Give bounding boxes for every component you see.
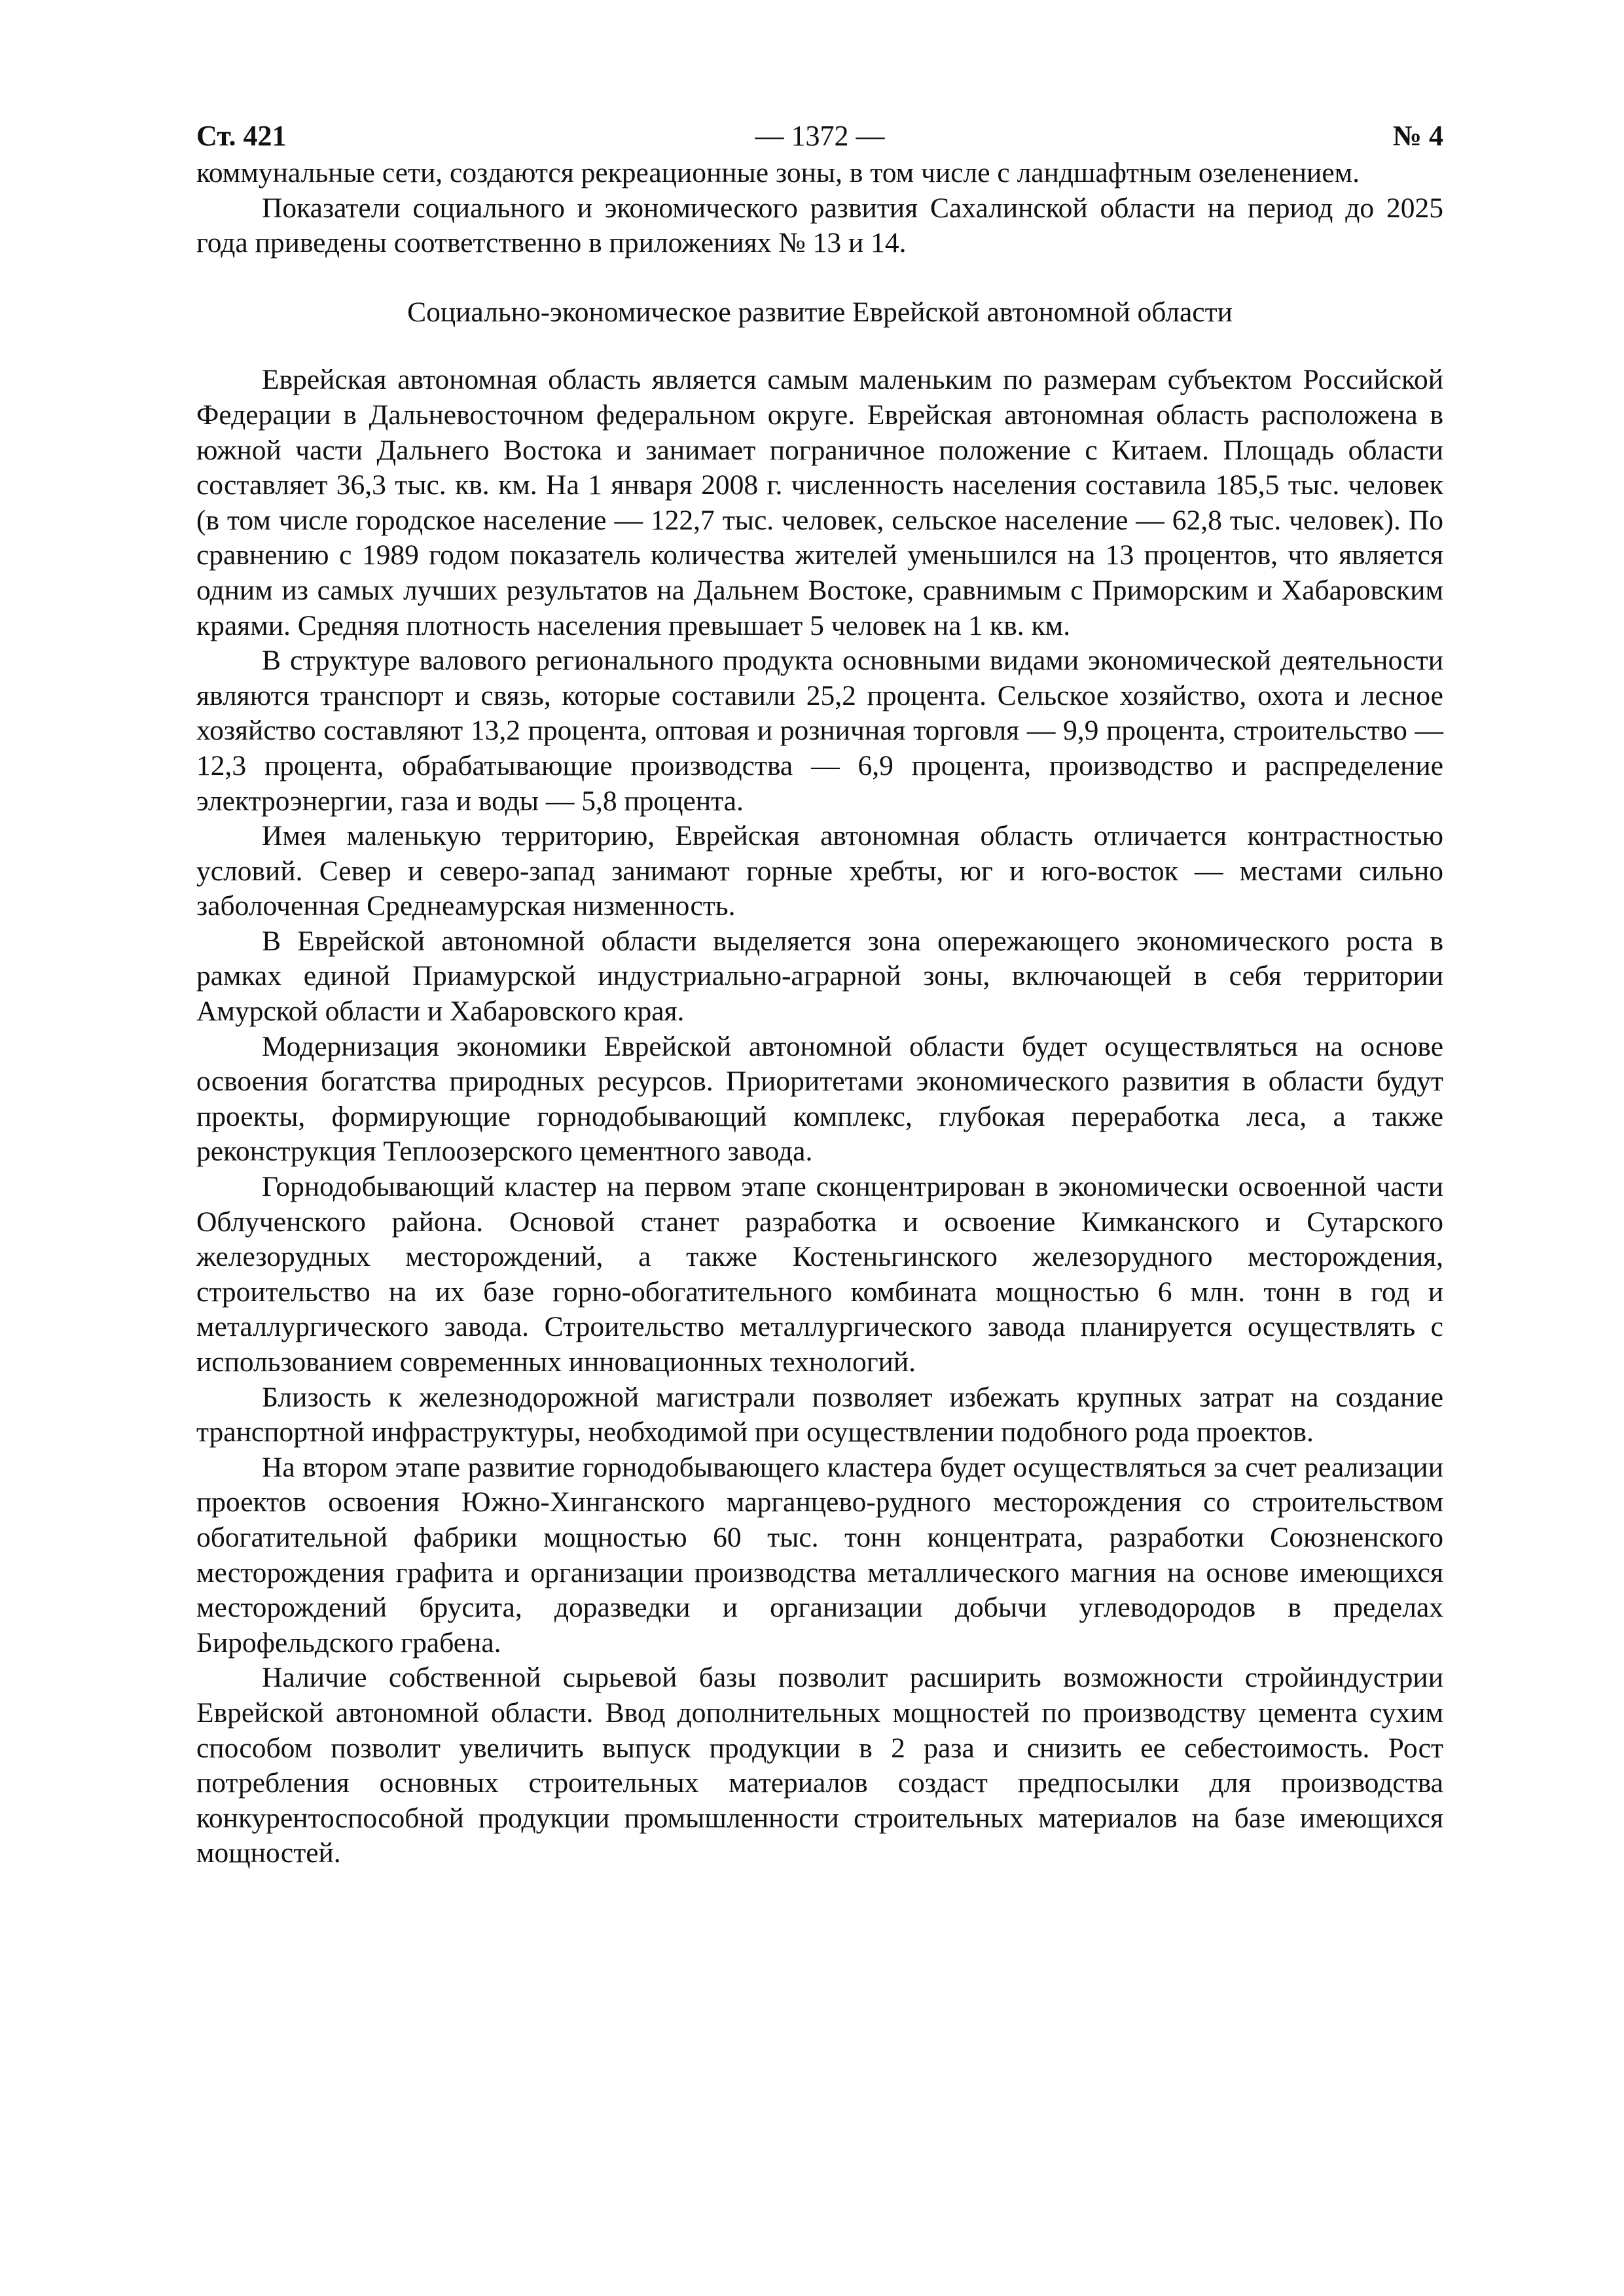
section-body [196,363,1443,1871]
paragraph: На втором этапе развитие горнодобывающего кластера будет осуществляться за счет реализации проектов освоения Южно-Хинганского марганцево-рудного месторождения со строительством обогатительной фабрики мощностью 60 тыс. тонн концентрата, разработки Союзненского месторождения графита и организации производства металлического магния на основе имеющихся месторождений брусита, доразведки и организации добычи углеводородов в пределах Бирофельдского грабена. [196,1451,1443,1659]
continuation-paragraph: коммунальные сети, создаются рекреационные зоны, в том числе с ландшафтным озеленением. [196,157,1360,188]
issue-number: № 4 [1392,120,1443,152]
paragraph: Горнодобывающий кластер на первом этапе сконцентрирован в экономически освоенной части Облученского района. Основой станет разработка и освоение Кимканского и Сутарского железорудных месторождений, а также Костеньгинского железорудного месторождения, строительство на их базе горно-обогатительного комбината мощностью 6 млн. тонн в год и металлургического завода. Строительство металлургического завода планируется осуществлять с использованием современных инновационных технологий. [196,1171,1443,1378]
paragraph: В структуре валового регионального продукта основными видами экономической деятельности являются транспорт и связь, которые составили 25,2 процента. Сельское хозяйство, охота и лесное хозяйство составляют 13,2 процента, оптовая и розничная торговля — 9,9 процента, строительство — 12,3 процента, обрабатывающие производства — 6,9 процента, производство и распределение электроэнергии, газа и воды — 5,8 процента. [196,645,1443,817]
paragraph: Модернизация экономики Еврейской автономной области будет осуществляться на основе освоения богатства природных ресурсов. Приоритетами экономического развития в области будут проекты, формирующие горнодобывающий комплекс, глубокая переработка леса, а также реконструкция Теплоозерского цементного завода. [196,1030,1443,1168]
paragraph: Показатели социального и экономического развития Сахалинской области на период до 2025 года приведены соответственно в приложениях № 13 и 14. [196,192,1443,259]
page-number: — 1372 — [755,120,885,152]
paragraph: В Еврейской автономной области выделяется зона опережающего экономического роста в рамках единой Приамурской индустриально-аграрной зоны, включающей в себя территории Амурской области и Хабаровского края. [196,925,1443,1028]
paragraph: Имея маленькую территорию, Еврейская автономная область отличается контрастностью условий. Север и северо-запад занимают горные хребты, юг и юго-восток — местами сильно заболоченная Среднеамурская низменность. [196,820,1443,922]
running-header [196,118,1443,154]
paragraph: Близость к железнодорожной магистрали позволяет избежать крупных затрат на создание транспортной инфраструктуры, необходимой при осуществлении подобного рода проектов. [196,1381,1443,1448]
intro-text [196,156,1443,261]
section-heading: Социально-экономическое развитие Еврейской автономной области [407,296,1233,328]
paragraph: Наличие собственной сырьевой базы позволит расширить возможности стройиндустрии Еврейской автономной области. Ввод дополнительных мощностей по производству цемента сухим способом позволит увеличить выпуск продукции в 2 раза и снизить ее себестоимость. Рост потребления основных строительных материалов создаст предпосылки для производства конкурентоспособной продукции промышленности строительных материалов на базе имеющихся мощностей. [196,1662,1443,1869]
article-number: Ст. 421 [196,120,287,152]
document-page [196,118,1443,1871]
paragraph: Еврейская автономная область является самым маленьким по размерам субъектом Российской Федерации в Дальневосточном федеральном округе. Еврейская автономная область расположена в южной части Дальнего Востока и занимает пограничное положение с Китаем. Площадь области составляет 36,3 тыс. кв. км. На 1 января 2008 г. численность населения составила 185,5 тыс. человек (в том числе городское население — 122,7 тыс. человек, сельское население — 62,8 тыс. человек). По сравнению с 1989 годом показатель количества жителей уменьшился на 13 процентов, что является одним из самых лучших результатов на Дальнем Востоке, сравнимым с Приморским и Хабаровским краями. Средняя плотность населения превышает 5 человек на 1 кв. км. [196,364,1443,641]
